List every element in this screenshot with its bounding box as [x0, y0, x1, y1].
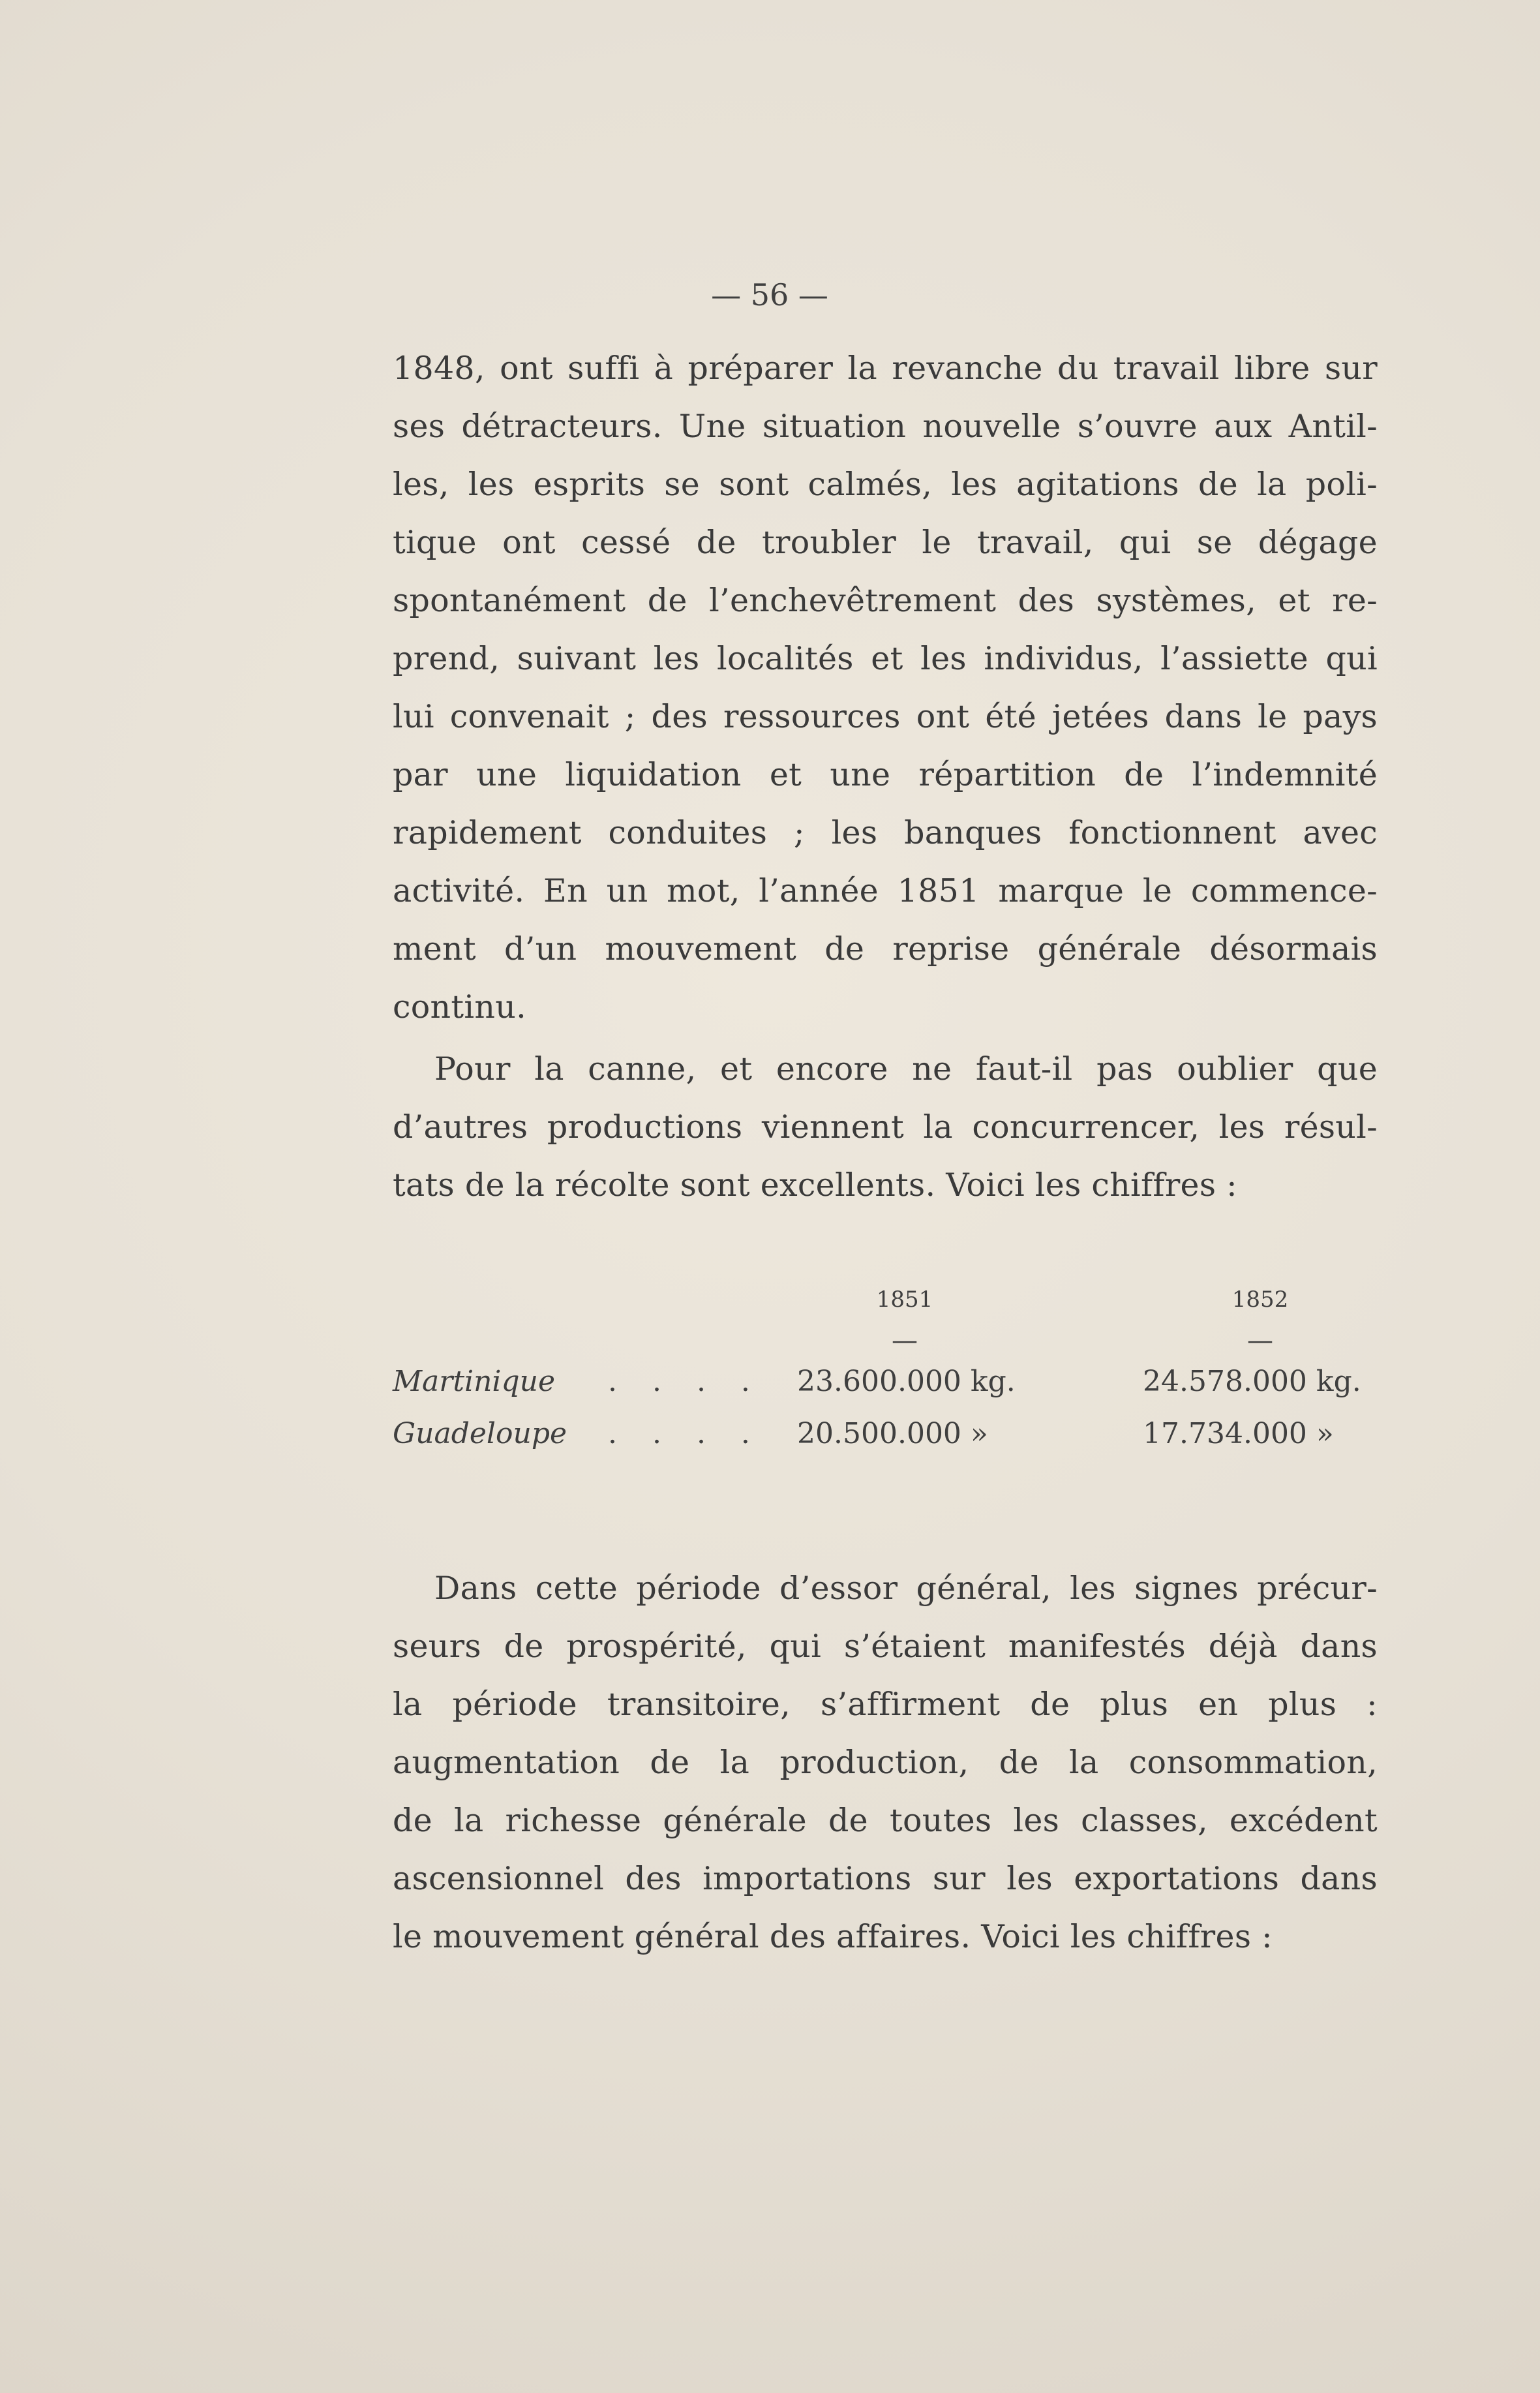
text-line: rapidement conduites ; les banques fonctionnent avec [393, 814, 1378, 851]
dash-1851: — [892, 1326, 918, 1356]
paragraph-2 [393, 1040, 1378, 1214]
page-number: — 56 — [711, 277, 828, 312]
text-line: tique ont cessé de troubler le travail, qui se dégage [393, 524, 1378, 561]
paragraph-1 [393, 339, 1378, 1036]
table-dash-row [393, 1326, 1378, 1365]
row-label: Guadeloupe [393, 1417, 567, 1450]
text-line: spontanément de l’enchevêtrement des systèmes, et re- [393, 582, 1378, 619]
table-header-row [393, 1287, 1378, 1326]
paragraph-3 [393, 1559, 1378, 1966]
leader-dots: . . . . [608, 1365, 763, 1398]
value-1852: 24.578.000 kg. [1143, 1365, 1361, 1398]
text-line: Dans cette période d’essor général, les signes précur- [434, 1570, 1378, 1607]
text-line: 1848, ont suffi à préparer la revanche du travail libre sur [393, 350, 1378, 387]
text-line: lui convenait ; des ressources ont été jetées dans le pays [393, 698, 1378, 735]
value-1852: 17.734.000 » [1143, 1417, 1334, 1450]
text-line: Pour la canne, et encore ne faut-il pas oublier que [434, 1050, 1378, 1088]
text-line: prend, suivant les localités et les individus, l’assiette qui [393, 640, 1378, 677]
sugar-production-table [393, 1287, 1378, 1469]
text-line: activité. En un mot, l’année 1851 marque le commence- [393, 872, 1378, 909]
year-1852-header: 1852 [1231, 1287, 1289, 1313]
text-line: seurs de prospérité, qui s’étaient manifestés déjà dans [393, 1628, 1378, 1665]
value-1851: 20.500.000 » [797, 1417, 988, 1450]
text-line: le mouvement général des affaires. Voici les chiffres : [393, 1918, 1273, 1955]
text-line: ascensionnel des importations sur les exportations dans [393, 1860, 1378, 1897]
table-row-guadeloupe [393, 1417, 1378, 1469]
row-label: Martinique [393, 1365, 556, 1398]
text-line: ses détracteurs. Une situation nouvelle s’ouvre aux Antil- [393, 408, 1378, 445]
year-1851-header: 1851 [876, 1287, 933, 1313]
text-line: de la richesse générale de toutes les classes, excédent [393, 1802, 1378, 1839]
text-line: les, les esprits se sont calmés, les agitations de la poli- [393, 466, 1378, 503]
table-row-martinique [393, 1365, 1378, 1417]
text-line: par une liquidation et une répartition de l’indemnité [393, 756, 1378, 793]
leader-dots: . . . . [608, 1417, 763, 1450]
text-line: augmentation de la production, de la consommation, [393, 1744, 1378, 1781]
value-1851: 23.600.000 kg. [797, 1365, 1016, 1398]
text-line: continu. [393, 988, 526, 1026]
text-line: ment d’un mouvement de reprise générale désormais [393, 930, 1378, 968]
text-line: d’autres productions viennent la concurrencer, les résul- [393, 1108, 1378, 1146]
text-line: tats de la récolte sont excellents. Voici les chiffres : [393, 1166, 1237, 1204]
text-line: la période transitoire, s’affirment de plus en plus : [393, 1686, 1378, 1723]
dash-1852: — [1247, 1326, 1273, 1356]
